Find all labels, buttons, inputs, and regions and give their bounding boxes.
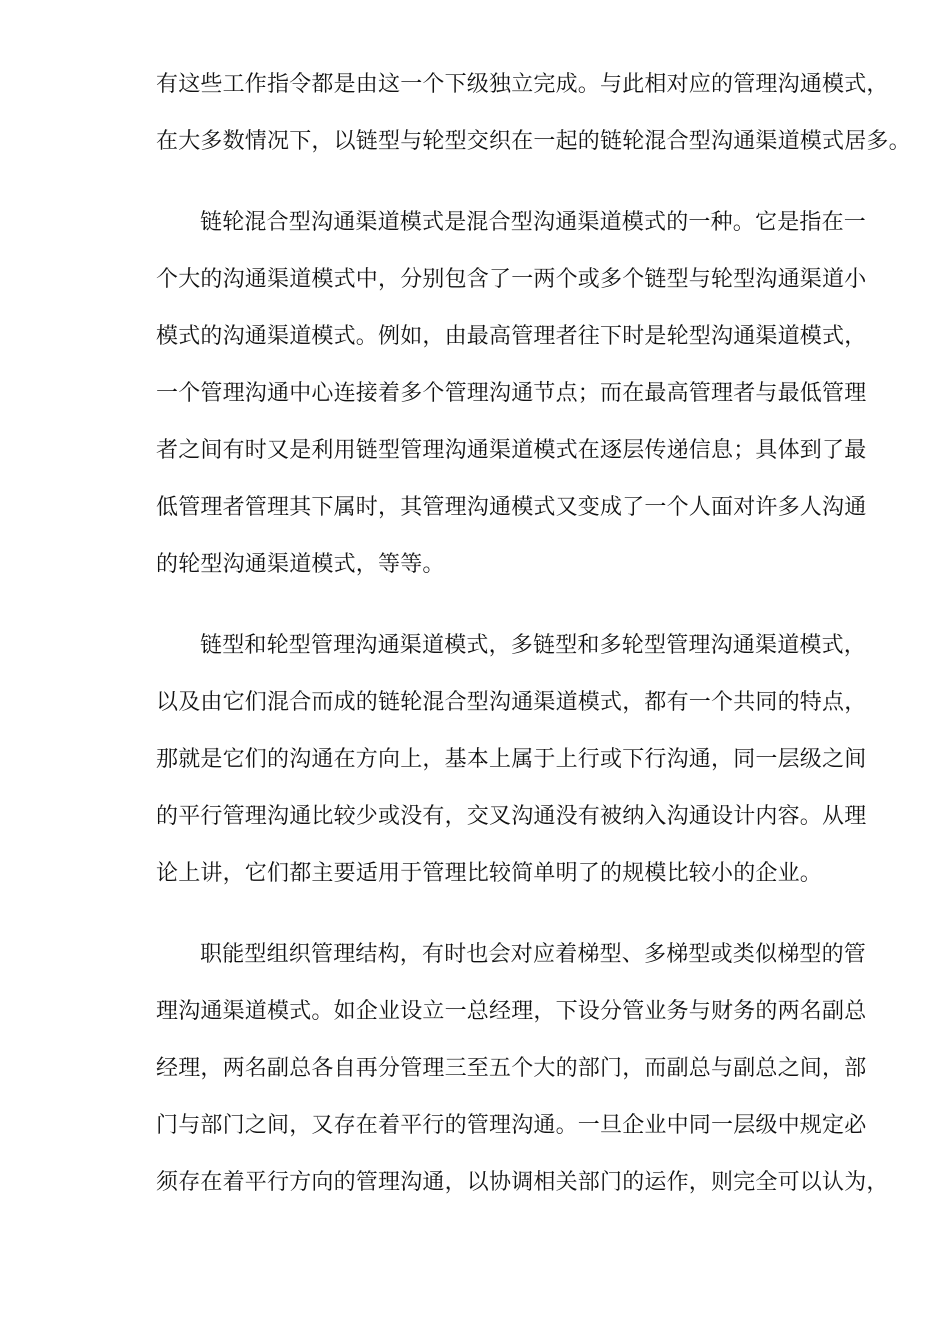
paragraph-gap <box>156 902 884 926</box>
text-line: 职能型组织管理结构，有时也会对应着梯型、多梯型或类似梯型的管 <box>200 942 867 967</box>
text-line: 在大多数情况下，以链型与轮型交织在一起的链轮混合型沟通渠道模式居多。 <box>156 129 911 154</box>
text-line: 一个管理沟通中心连接着多个管理沟通节点；而在最高管理者与最低管理 <box>156 381 867 406</box>
text-line: 有这些工作指令都是由这一个下级独立完成。与此相对应的管理沟通模式， <box>156 72 889 97</box>
text-line: 论上讲，它们都主要适用于管理比较简单明了的规模比较小的企业。 <box>156 861 823 886</box>
text-line: 以及由它们混合而成的链轮混合型沟通渠道模式，都有一个共同的特点， <box>156 690 867 715</box>
text-line: 理沟通渠道模式。如企业设立一总经理，下设分管业务与财务的两名副总 <box>156 999 867 1024</box>
text-line: 那就是它们的沟通在方向上，基本上属于上行或下行沟通，同一层级之间 <box>156 747 867 772</box>
paragraph-1 <box>156 56 911 170</box>
text-line: 须存在着平行方向的管理沟通，以协调相关部门的运作，则完全可以认为， <box>156 1170 889 1195</box>
text-line: 模式的沟通渠道模式。例如，由最高管理者往下时是轮型沟通渠道模式， <box>156 324 867 349</box>
paragraph-3 <box>156 617 884 902</box>
paragraph-gap <box>156 593 884 617</box>
text-line: 低管理者管理其下属时，其管理沟通模式又变成了一个人面对许多人沟通 <box>156 495 867 520</box>
text-line: 经理，两名副总各自再分管理三至五个大的部门，而副总与副总之间，部 <box>156 1056 867 1081</box>
text-line: 的平行管理沟通比较少或没有，交叉沟通没有被纳入沟通设计内容。从理 <box>156 804 867 829</box>
document-page <box>156 56 911 1211</box>
paragraph-gap <box>156 170 884 194</box>
text-line: 的轮型沟通渠道模式，等等。 <box>156 552 445 577</box>
text-line: 门与部门之间，又存在着平行的管理沟通。一旦企业中同一层级中规定必 <box>156 1113 867 1138</box>
text-line: 者之间有时又是利用链型管理沟通渠道模式在逐层传递信息；具体到了最 <box>156 438 867 463</box>
text-line: 个大的沟通渠道模式中，分别包含了一两个或多个链型与轮型沟通渠道小 <box>156 267 867 292</box>
paragraph-4 <box>156 926 889 1211</box>
text-line: 链轮混合型沟通渠道模式是混合型沟通渠道模式的一种。它是指在一 <box>200 210 867 235</box>
text-line: 链型和轮型管理沟通渠道模式，多链型和多轮型管理沟通渠道模式， <box>200 633 867 658</box>
paragraph-2 <box>156 194 884 593</box>
